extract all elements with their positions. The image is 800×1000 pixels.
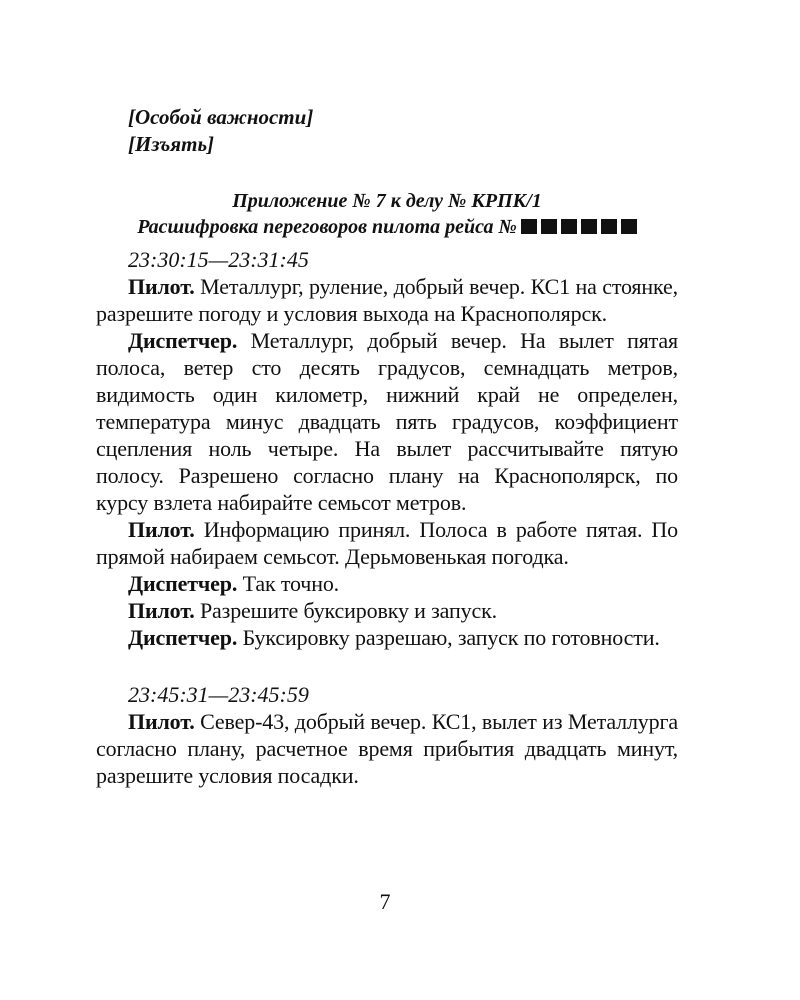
transcript-entry <box>96 624 678 651</box>
document-heading <box>96 188 678 241</box>
entry-text: Металлург, руление, добрый вечер. КС1 на стоянке, разрешите погоду и условия выхода на Краснополярск. <box>96 274 678 326</box>
transcript-entry <box>96 327 678 516</box>
transcript-entry <box>96 597 678 624</box>
transcript-entry <box>96 570 678 597</box>
speaker-label: Диспетчер. <box>128 625 238 650</box>
speaker-label: Пилот. <box>128 709 195 734</box>
speaker-label: Диспетчер. <box>128 571 238 596</box>
section-1-time: 23:30:15—23:31:45 <box>128 247 309 272</box>
entry-text: Металлург, добрый вечер. На вылет пятая полоса, ветер сто десять градусов, семнадцать метров, видимость один километр, нижний край не определен, температура минус двадцать пять градусов, коэффициент сцепления ноль четыре. На вылет рассчитывайте пятую полосу. Разрешено согласно плану на Краснополярск, по курсу взлета набирайте семьсот метров. <box>96 328 678 515</box>
heading-line-2 <box>96 214 678 241</box>
classification-stamp: [Особой важности] <box>128 105 314 129</box>
heading-line-1: Приложение № 7 к делу № КРПК/1 <box>232 190 542 212</box>
action-stamp: [Изъять] <box>128 132 215 156</box>
entry-text: Разрешите буксировку и запуск. <box>199 598 497 623</box>
heading-line-2-text: Расшифровка переговоров пилота рейса № <box>137 216 517 238</box>
speaker-label: Пилот. <box>128 274 195 299</box>
redacted-flight-number <box>517 215 637 241</box>
transcript-entry <box>96 516 678 570</box>
entry-text: Север-43, добрый вечер. КС1, вылет из Металлурга согласно плану, расчетное время прибытия двадцать минут, разрешите условия посадки. <box>96 709 678 788</box>
page-number: 7 <box>379 889 391 914</box>
section-2-time: 23:45:31—23:45:59 <box>128 682 309 707</box>
document-page <box>96 104 678 789</box>
speaker-label: Пилот. <box>128 517 195 542</box>
transcript-entry <box>96 273 678 327</box>
entry-text: Информацию принял. Полоса в работе пятая. По прямой набираем семьсот. Дерьмовенькая погодка. <box>96 517 678 569</box>
transcript-entry <box>96 708 678 789</box>
entry-text: Буксировку разрешаю, запуск по готовности. <box>242 625 660 650</box>
speaker-label: Диспетчер. <box>128 328 238 353</box>
speaker-label: Пилот. <box>128 598 195 623</box>
entry-text: Так точно. <box>242 571 340 596</box>
